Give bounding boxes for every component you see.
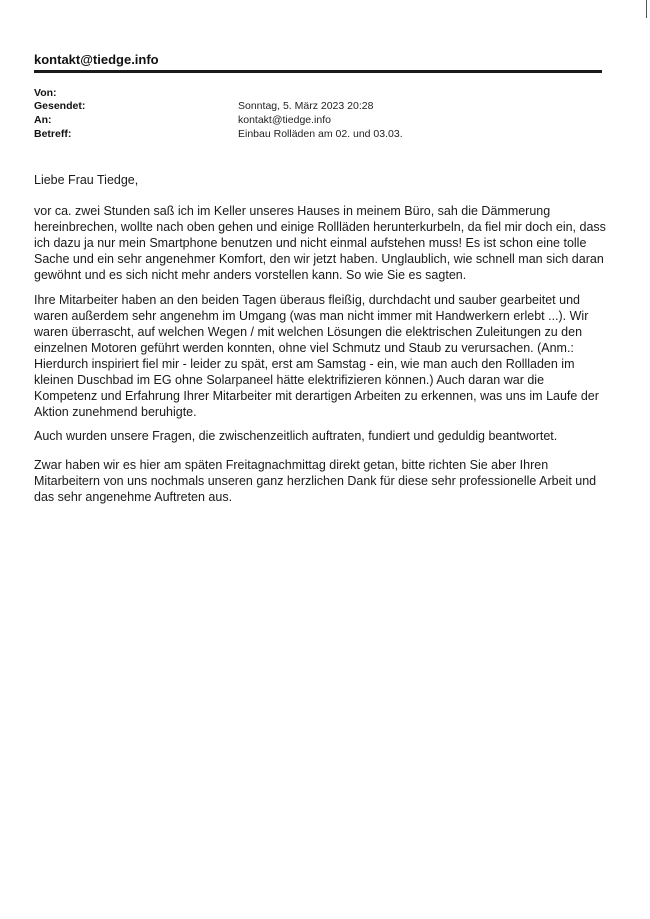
salutation: Liebe Frau Tiedge,	[34, 173, 139, 187]
body-paragraph-1: vor ca. zwei Stunden saß ich im Keller unseres Hauses in meinem Büro, sah die Dämmerung hereinbrechen, wollte nach oben gehen und einige Rollläden herunterkurbeln, da fiel mir doch ein, dass ich dazu ja nur mein Smartphone benutzen und nicht einmal aufstehen muss! Es ist schon eine tolle Sache und ein sehr angenehmer Komfort, den wir jetzt haben. Unglaublich, wie schnell man sich daran gewöhnt und es sich nicht mehr anders vorstellen kann. So wie Sie es sagten.	[34, 204, 606, 282]
subject-label: Betreff:	[34, 128, 72, 140]
to-value: kontakt@tiedge.info	[238, 114, 331, 126]
sent-value: Sonntag, 5. März 2023 20:28	[238, 100, 374, 112]
from-label: Von:	[34, 87, 57, 99]
to-label: An:	[34, 114, 52, 126]
mailbox-account: kontakt@tiedge.info	[34, 52, 159, 67]
scan-edge-mark	[646, 0, 647, 18]
subject-value: Einbau Rolläden am 02. und 03.03.	[238, 128, 403, 140]
header-divider	[34, 70, 602, 73]
body-paragraph-3: Auch wurden unsere Fragen, die zwischenzeitlich auftraten, fundiert und geduldig beantwortet.	[34, 429, 558, 443]
body-paragraph-4: Zwar haben wir es hier am späten Freitagnachmittag direkt getan, bitte richten Sie aber Ihren Mitarbeitern von uns nochmals unseren ganz herzlichen Dank für diese sehr professionelle Arbeit und das sehr angenehme Auftreten aus.	[34, 458, 597, 504]
body-paragraph-2: Ihre Mitarbeiter haben an den beiden Tagen überaus fleißig, durchdacht und sauber gearbeitet und waren außerdem sehr angenehm im Umgang (was man nicht immer mit Handwerkern erlebt ...). Wir waren überrascht, auf welchen Wegen / mit welchen Lösungen die elektrischen Zuleitungen zu den einzelnen Motoren geführt werden konnten, ohne viel Schmutz und Staub zu verursachen. (Anm.: Hierdurch inspiriert fiel mir - leider zu spät, erst am Samstag - ein, wie man auch den Rollladen im kleinen Duschbad im EG ohne Solarpaneel hätte elektrifizieren können.) Auch daran war die Kompetenz und Erfahrung Ihrer Mitarbeiter mit derartigen Arbeiten zu erkennen, was uns im Laufe der Aktion zunehmend beruhigte.	[34, 293, 599, 419]
sent-label: Gesendet:	[34, 100, 86, 112]
